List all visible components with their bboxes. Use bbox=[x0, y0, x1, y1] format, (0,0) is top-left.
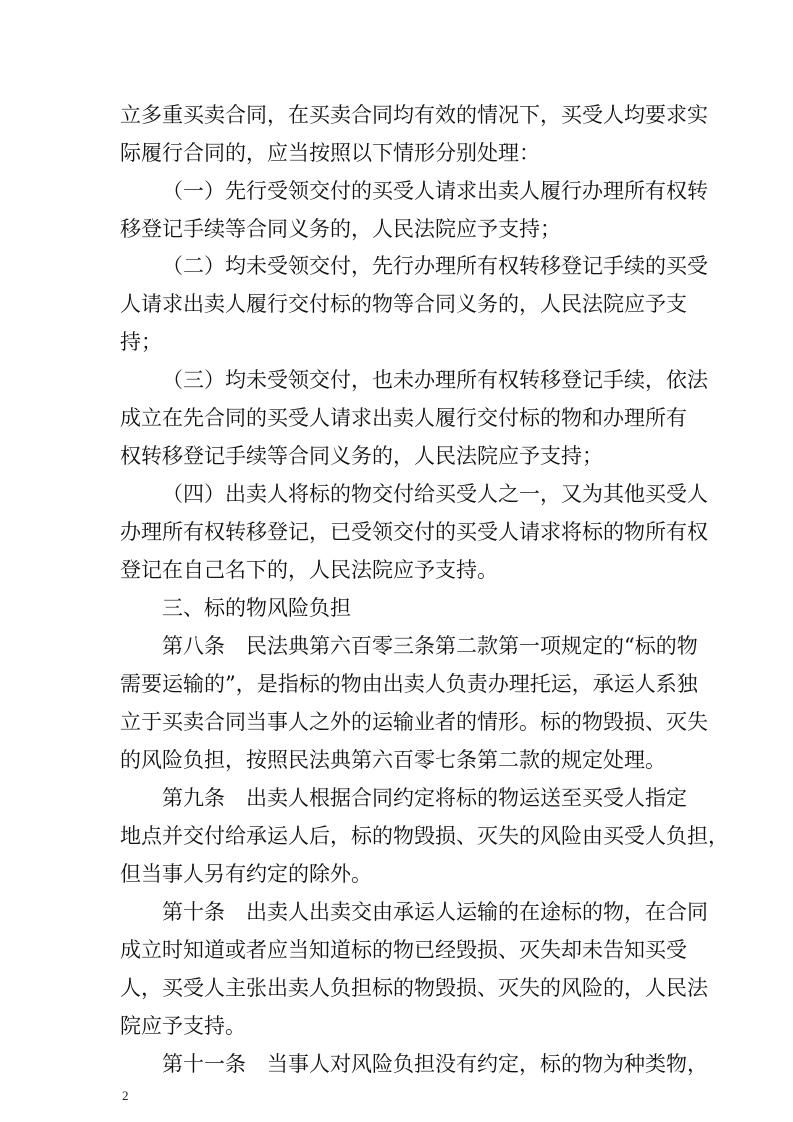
text-line: 第十一条 当事人对风险负担没有约定，标的物为种类物， bbox=[162, 1052, 708, 1076]
text-line: 需要运输的”，是指标的物由出卖人负责办理托运，承运人系独 bbox=[120, 672, 698, 696]
text-line: 际履行合同的，应当按照以下情形分别处理： bbox=[120, 141, 540, 165]
text-line: （四）出卖人将标的物交付给买受人之一，又为其他买受人 bbox=[162, 482, 708, 506]
text-line: （二）均未受领交付，先行办理所有权转移登记手续的买受 bbox=[162, 254, 708, 278]
text-line: 的风险负担，按照民法典第六百零七条第二款的规定处理。 bbox=[120, 748, 666, 772]
text-line: 人，买受人主张出卖人负担标的物毁损、灭失的风险的，人民法 bbox=[120, 976, 708, 1000]
section-heading: 三、标的物风险负担 bbox=[162, 596, 351, 620]
page-number: 2 bbox=[122, 1088, 129, 1103]
text-line: 移登记手续等合同义务的，人民法院应予支持； bbox=[120, 217, 561, 241]
text-line: （三）均未受领交付，也未办理所有权转移登记手续，依法 bbox=[162, 368, 708, 392]
text-line: 立于买卖合同当事人之外的运输业者的情形。标的物毁损、灭失 bbox=[120, 710, 708, 734]
text-line: 立多重买卖合同，在买卖合同均有效的情况下，买受人均要求实 bbox=[120, 103, 708, 127]
text-line: 权转移登记手续等合同义务的，人民法院应予支持； bbox=[120, 444, 603, 468]
text-line: 第九条 出卖人根据合同约定将标的物运送至买受人指定 bbox=[162, 786, 687, 810]
text-line: 成立时知道或者应当知道标的物已经毁损、灭失却未告知买受 bbox=[120, 938, 687, 962]
text-line: 但当事人另有约定的除外。 bbox=[120, 862, 372, 886]
text-line: 人请求出卖人履行交付标的物等合同义务的，人民法院应予支 bbox=[120, 292, 687, 316]
text-line: 第十条 出卖人出卖交由承运人运输的在途标的物，在合同 bbox=[162, 900, 708, 924]
text-line: （一）先行受领交付的买受人请求出卖人履行办理所有权转 bbox=[162, 179, 708, 203]
text-line: 办理所有权转移登记，已受领交付的买受人请求将标的物所有权 bbox=[120, 520, 708, 544]
text-line: 登记在自己名下的，人民法院应予支持。 bbox=[120, 558, 498, 582]
text-line: 成立在先合同的买受人请求出卖人履行交付标的物和办理所有 bbox=[120, 406, 687, 430]
text-line: 地点并交付给承运人后，标的物毁损、灭失的风险由买受人负担， bbox=[120, 824, 729, 848]
text-line: 持； bbox=[120, 330, 162, 354]
text-line: 第八条 民法典第六百零三条第二款第一项规定的“标的物 bbox=[162, 634, 698, 658]
text-line: 院应予支持。 bbox=[120, 1014, 246, 1038]
